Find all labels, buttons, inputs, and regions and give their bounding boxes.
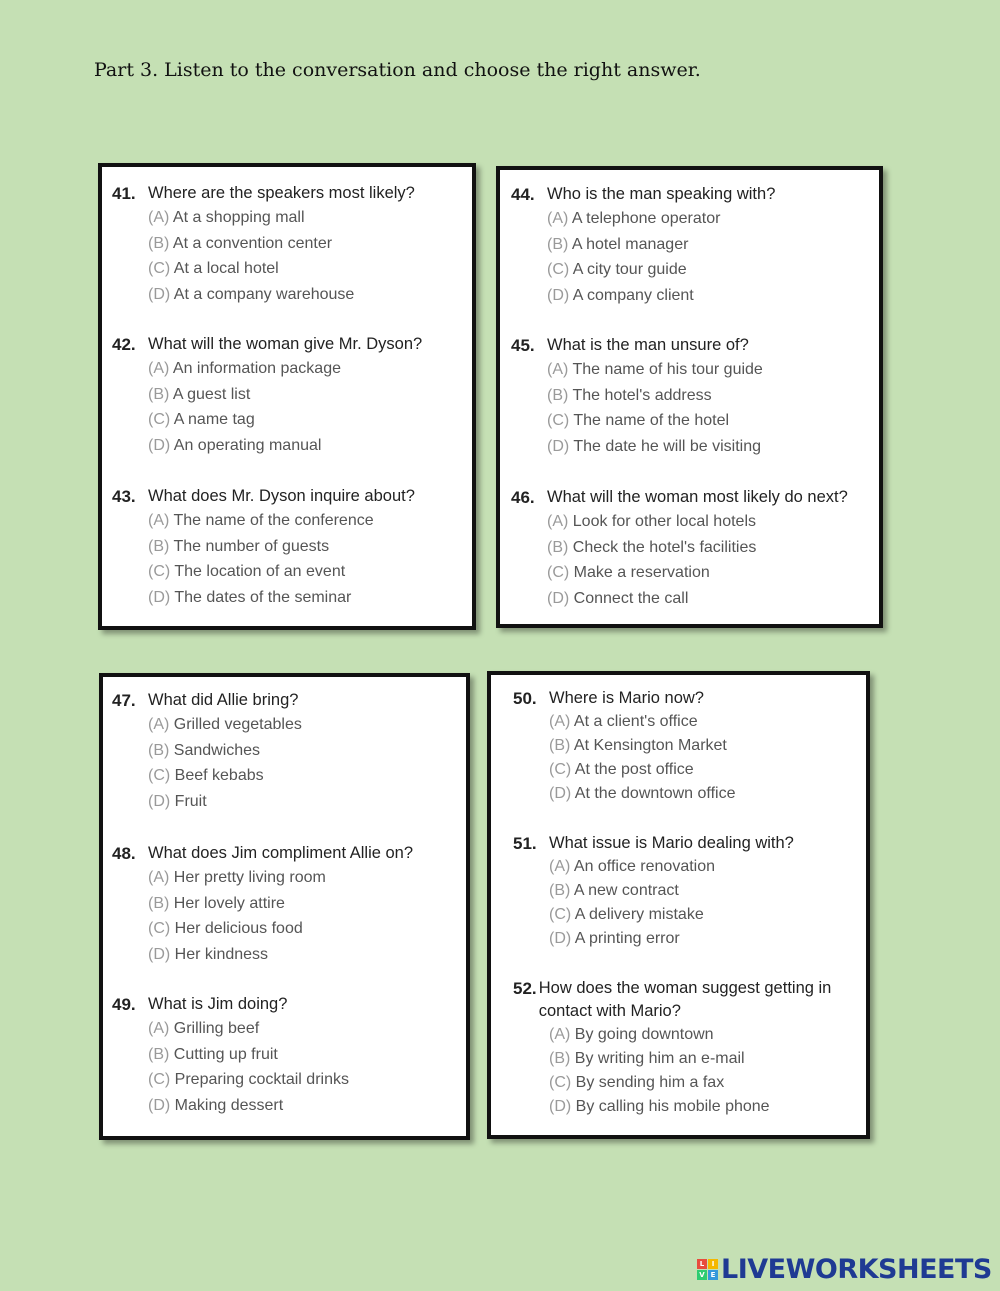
liveworksheets-logo <box>697 1254 992 1285</box>
answer-option[interactable]: (B) A guest list <box>148 385 251 403</box>
logo-tile: I <box>708 1259 718 1269</box>
question-46 <box>511 486 848 611</box>
answer-option[interactable]: (B) A new contract <box>549 882 679 899</box>
answer-option[interactable]: (A) Grilled vegetables <box>148 716 302 733</box>
question-47 <box>112 689 302 814</box>
question-text: What is the man unsure of? <box>547 336 749 354</box>
answer-option[interactable]: (A) An office renovation <box>549 858 716 875</box>
question-text: Where is Mario now? <box>549 689 704 707</box>
question-box-41-43 <box>98 163 476 630</box>
question-44 <box>511 183 775 308</box>
answer-option[interactable]: (A) The name of the conference <box>148 512 374 529</box>
instruction-text: Part 3. Listen to the conversation and choose the right answer. <box>94 59 701 81</box>
answer-option[interactable]: (A) Look for other local hotels <box>547 513 756 530</box>
answer-option[interactable]: (C) The location of an event <box>148 563 346 580</box>
answer-option[interactable]: (B) The hotel's address <box>547 386 712 404</box>
answer-option[interactable]: (D) By calling his mobile phone <box>549 1098 770 1115</box>
question-48 <box>112 842 413 967</box>
question-text: What will the woman give Mr. Dyson? <box>148 335 423 353</box>
answer-option[interactable]: (A) At a client's office <box>549 713 698 730</box>
answer-option[interactable]: (D) At the downtown office <box>549 785 736 802</box>
question-text: What does Mr. Dyson inquire about? <box>148 487 415 505</box>
answer-option[interactable]: (B) The number of guests <box>148 537 330 555</box>
answer-option[interactable]: (A) At a shopping mall <box>148 209 305 226</box>
question-49 <box>112 993 349 1118</box>
question-text: Where are the speakers most likely? <box>148 184 415 202</box>
question-number: 44. <box>511 185 535 204</box>
question-text: What issue is Mario dealing with? <box>549 834 794 852</box>
question-number: 49. <box>112 995 136 1014</box>
answer-option[interactable]: (D) At a company warehouse <box>148 285 355 303</box>
question-box-44-46 <box>496 166 883 628</box>
answer-option[interactable]: (D) A printing error <box>549 930 680 947</box>
answer-option[interactable]: (A) Her pretty living room <box>148 869 326 886</box>
answer-option[interactable]: (C) A city tour guide <box>547 261 687 278</box>
answer-option[interactable]: (C) Preparing cocktail drinks <box>148 1071 349 1088</box>
question-text: How does the woman suggest getting in contact with Mario? <box>538 979 832 1020</box>
answer-option[interactable]: (B) A hotel manager <box>547 235 689 253</box>
question-text: Who is the man speaking with? <box>547 185 776 203</box>
answer-option[interactable]: (B) Her lovely attire <box>148 894 285 912</box>
logo-tile: L <box>697 1259 707 1269</box>
answer-option[interactable]: (D) The date he will be visiting <box>547 437 762 455</box>
logo-icon <box>697 1259 718 1280</box>
answer-option[interactable]: (D) A company client <box>547 286 694 304</box>
answer-option[interactable]: (C) Beef kebabs <box>148 767 264 784</box>
question-text: What did Allie bring? <box>148 691 299 709</box>
answer-option[interactable]: (C) A name tag <box>148 411 255 428</box>
question-box-47-49 <box>99 673 470 1140</box>
answer-option[interactable]: (B) At a convention center <box>148 234 333 252</box>
logo-text: LIVEWORKSHEETS <box>721 1254 992 1285</box>
answer-option[interactable]: (A) Grilling beef <box>148 1020 260 1037</box>
answer-option[interactable]: (D) Fruit <box>148 792 207 810</box>
question-number: 45. <box>511 336 535 355</box>
question-text: What does Jim compliment Allie on? <box>148 844 414 862</box>
answer-option[interactable]: (D) An operating manual <box>148 436 322 454</box>
logo-tile: E <box>708 1270 718 1280</box>
answer-option[interactable]: (C) By sending him a fax <box>549 1074 725 1091</box>
answer-option[interactable]: (A) The name of his tour guide <box>547 361 763 378</box>
question-number: 52. <box>513 979 537 998</box>
answer-option[interactable]: (D) The dates of the seminar <box>148 588 352 606</box>
question-number: 48. <box>112 844 136 863</box>
question-number: 50. <box>513 689 537 708</box>
answer-option[interactable]: (C) The name of the hotel <box>547 412 730 429</box>
answer-option[interactable]: (C) Her delicious food <box>148 920 303 937</box>
question-52 <box>513 977 853 1119</box>
answer-option[interactable]: (B) Sandwiches <box>148 741 261 759</box>
question-50 <box>513 687 735 806</box>
answer-option[interactable]: (C) At a local hotel <box>148 260 279 277</box>
answer-option[interactable]: (D) Connect the call <box>547 589 689 607</box>
answer-option[interactable]: (B) Cutting up fruit <box>148 1045 278 1063</box>
logo-tile: V <box>697 1270 707 1280</box>
question-box-50-52 <box>487 671 870 1139</box>
answer-option[interactable]: (D) Making dessert <box>148 1096 284 1114</box>
answer-option[interactable]: (C) Make a reservation <box>547 564 710 581</box>
question-number: 47. <box>112 691 136 710</box>
question-43 <box>112 485 415 610</box>
question-45 <box>511 334 763 459</box>
question-number: 43. <box>112 487 136 506</box>
question-51 <box>513 832 794 951</box>
question-41 <box>112 182 415 307</box>
answer-option[interactable]: (A) A telephone operator <box>547 210 721 227</box>
answer-option[interactable]: (B) At Kensington Market <box>549 737 727 754</box>
question-number: 51. <box>513 834 537 853</box>
answer-option[interactable]: (C) At the post office <box>549 761 694 778</box>
question-42 <box>112 333 422 458</box>
answer-option[interactable]: (B) By writing him an e-mail <box>549 1050 745 1067</box>
question-text: What is Jim doing? <box>148 995 288 1013</box>
answer-option[interactable]: (B) Check the hotel's facilities <box>547 538 757 556</box>
question-number: 46. <box>511 488 535 507</box>
answer-option[interactable]: (D) Her kindness <box>148 945 269 963</box>
answer-option[interactable]: (C) A delivery mistake <box>549 906 704 923</box>
question-number: 41. <box>112 184 136 203</box>
answer-option[interactable]: (A) By going downtown <box>549 1026 714 1043</box>
question-text: What will the woman most likely do next? <box>547 488 848 506</box>
question-number: 42. <box>112 335 136 354</box>
answer-option[interactable]: (A) An information package <box>148 360 341 377</box>
